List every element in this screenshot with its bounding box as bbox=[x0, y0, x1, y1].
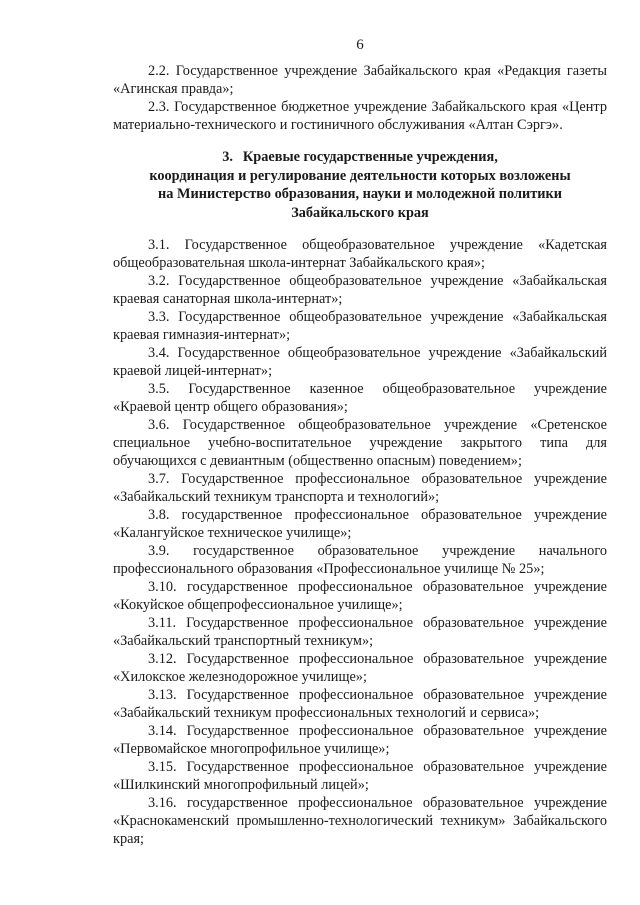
list-item-3-2: 3.2. Государственное общеобразовательное учреждение «Забайкальская краевая санаторная школа-интернат»; bbox=[113, 273, 607, 307]
list-item-3-5: 3.5. Государственное казенное общеобразовательное учреждение «Краевой центр общего образования»; bbox=[113, 381, 607, 415]
spacer bbox=[113, 134, 607, 148]
list-item-3-13: 3.13. Государственное профессиональное образовательное учреждение «Забайкальский техникум профессиональных технологий и сервиса»; bbox=[113, 687, 607, 721]
list-item-3-8: 3.8. государственное профессиональное образовательное учреждение «Калангуйское техническое училище»; bbox=[113, 507, 607, 541]
list-item-2-3: 2.3. Государственное бюджетное учреждение Забайкальского края «Центр материально-технического и гостиничного обслуживания «Алтан Сэргэ». bbox=[113, 99, 607, 133]
list-item-3-7: 3.7. Государственное профессиональное образовательное учреждение «Забайкальский техникум транспорта и технологий»; bbox=[113, 471, 607, 505]
section-3-list bbox=[113, 236, 607, 848]
list-item-3-4: 3.4. Государственное общеобразовательное учреждение «Забайкальский краевой лицей-интернат»; bbox=[113, 345, 607, 379]
page-number: 6 bbox=[356, 37, 364, 53]
section-heading-line-3: на Министерство образования, науки и молодежной политики bbox=[158, 186, 562, 202]
list-item-3-9: 3.9. государственное образовательное учреждение начального профессионального образования «Профессиональное училище № 25»; bbox=[113, 543, 607, 577]
section-heading-line-2: координация и регулирование деятельности которых возложены bbox=[149, 167, 571, 184]
list-item-3-1: 3.1. Государственное общеобразовательное учреждение «Кадетская общеобразовательная школа-интернат Забайкальского края»; bbox=[113, 237, 607, 271]
list-item-3-12: 3.12. Государственное профессиональное образовательное учреждение «Хилокское железнодорожное училище»; bbox=[113, 651, 607, 685]
section-number: 3. bbox=[222, 149, 233, 165]
section-heading bbox=[113, 148, 607, 222]
list-item-3-15: 3.15. Государственное профессиональное образовательное учреждение «Шилкинский многопрофильный лицей»; bbox=[113, 759, 607, 793]
section-title-part: Краевые государственные учреждения, bbox=[242, 149, 498, 165]
list-item-3-3: 3.3. Государственное общеобразовательное учреждение «Забайкальская краевая гимназия-интернат»; bbox=[113, 309, 607, 343]
section-heading-line-4: Забайкальского края bbox=[291, 204, 429, 221]
list-item-2-2: 2.2. Государственное учреждение Забайкальского края «Редакция газеты «Агинская правда»; bbox=[113, 63, 607, 97]
spacer bbox=[113, 222, 607, 236]
list-item-3-16: 3.16. государственное профессиональное образовательное учреждение «Краснокаменский промышленно-технологический техникум» Забайкальского края; bbox=[113, 795, 607, 847]
list-item-3-6: 3.6. Государственное общеобразовательное учреждение «Сретенское специальное учебно-воспитательное учреждение закрытого типа для обучающихся с девиантным (общественно опасным) поведением»; bbox=[113, 417, 607, 469]
section-heading-line-1 bbox=[113, 148, 607, 167]
list-item-3-11: 3.11. Государственное профессиональное образовательное учреждение «Забайкальский транспортный техникум»; bbox=[113, 615, 607, 649]
list-item-3-14: 3.14. Государственное профессиональное образовательное учреждение «Первомайское многопрофильное училище»; bbox=[113, 723, 607, 757]
list-item-3-10: 3.10. государственное профессиональное образовательное учреждение «Кокуйское общепрофессиональное училище»; bbox=[113, 579, 607, 613]
